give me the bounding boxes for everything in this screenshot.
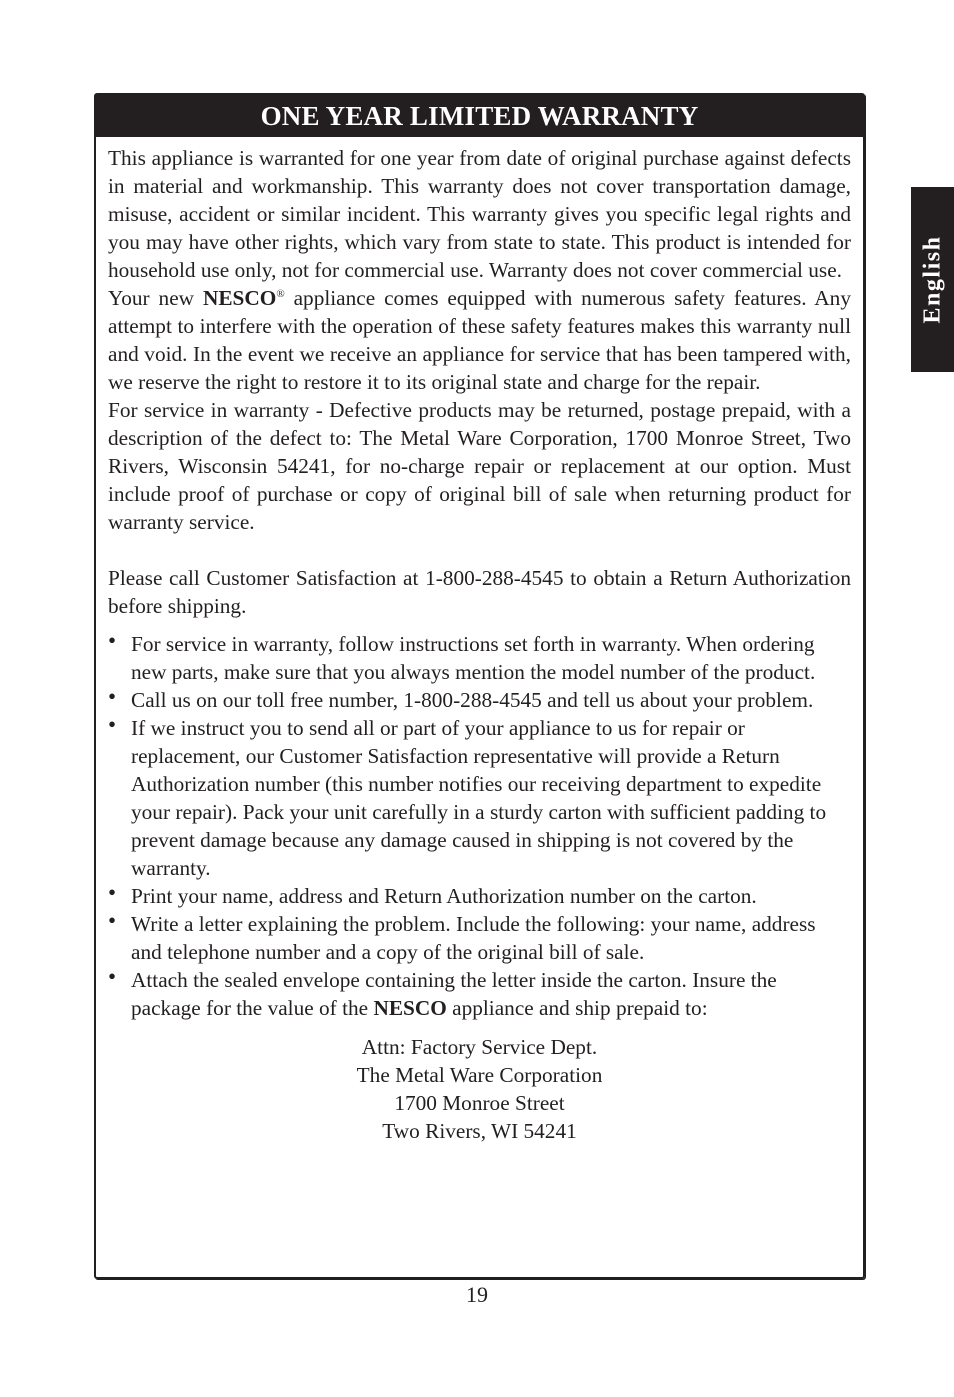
shipping-address xyxy=(108,1033,851,1145)
address-line: Attn: Factory Service Dept. xyxy=(361,1035,598,1059)
language-tab xyxy=(911,187,954,372)
list-item xyxy=(108,966,851,1022)
warranty-content xyxy=(96,137,863,1145)
registered-mark: ® xyxy=(276,288,285,300)
list-item-text: appliance and ship prepaid to: xyxy=(446,996,708,1020)
list-item xyxy=(108,714,851,882)
list-item-text: If we instruct you to send all or part of your appliance to us for repair or replacement, our Customer Satisfaction representative will provide a Return Authorization number (this number notifies our receiving department to expedite your repair). Pack your unit carefully in a sturdy carton with sufficient padding to prevent damage because any damage caused in shipping is not covered by the warranty. xyxy=(131,716,827,880)
address-line: Two Rivers, WI 54241 xyxy=(382,1119,577,1143)
warranty-paragraph-service: For service in warranty - Defective products may be returned, postage prepaid, with a description of the defect to: The Metal Ware Corporation, 1700 Monroe Street, Two Rivers, Wisconsin 54241, for no-charge repair or replacement at our option. Must include proof of purchase or copy of original bill of sale when returning product for warranty service. xyxy=(108,398,851,534)
paragraph-text: appliance comes equipped with numerous safety features. Any attempt to interfere with the operation of these safety features makes this warranty null and void. In the event we receive an appliance for service that has been tampered with, we reserve the right to restore it to its original state and charge for the repair. xyxy=(108,286,851,394)
warranty-paragraph-coverage: This appliance is warranted for one year from date of original purchase against defects in material and workmanship. This warranty does not cover transportation damage, misuse, accident or similar incident. This warranty gives you specific legal rights and you may have other rights, which vary from state to state. This product is intended for household use only, not for commercial use. Warranty does not cover commercial use. xyxy=(108,146,851,282)
list-item-text: Call us on our toll free number, 1-800-288-4545 and tell us about your problem. xyxy=(131,688,814,712)
bullet-icon: • xyxy=(108,684,117,709)
address-line: The Metal Ware Corporation xyxy=(356,1063,603,1087)
list-item-text: Attach the sealed envelope containing the letter inside the carton. Insure the package for the value of the xyxy=(131,968,777,1020)
list-item xyxy=(108,910,851,966)
list-item xyxy=(108,686,851,714)
warranty-title: ONE YEAR LIMITED WARRANTY xyxy=(96,95,863,137)
list-item xyxy=(108,630,851,686)
page-number: 19 xyxy=(466,1282,488,1307)
list-item-text: For service in warranty, follow instructions set forth in warranty. When ordering new parts, make sure that you always mention the model number of the product. xyxy=(131,632,816,684)
list-item-text: Write a letter explaining the problem. Include the following: your name, address and telephone number and a copy of the original bill of sale. xyxy=(131,912,816,964)
bullet-icon: • xyxy=(108,880,117,905)
brand-name: NESCO xyxy=(373,996,447,1020)
address-line: 1700 Monroe Street xyxy=(394,1091,565,1115)
instruction-list xyxy=(108,630,851,1022)
warranty-paragraph-call: Please call Customer Satisfaction at 1-800-288-4545 to obtain a Return Authorization before shipping. xyxy=(108,566,851,618)
bullet-icon: • xyxy=(108,712,117,737)
bullet-icon: • xyxy=(108,964,117,989)
paragraph-text: Your new xyxy=(108,286,203,310)
brand-name: NESCO xyxy=(202,286,277,310)
bullet-icon: • xyxy=(108,628,117,653)
warranty-box xyxy=(94,93,865,1279)
warranty-paragraph-safety xyxy=(108,284,851,396)
language-tab-label: English xyxy=(919,235,946,324)
bullet-icon: • xyxy=(108,908,117,933)
list-item-text: Print your name, address and Return Authorization number on the carton. xyxy=(131,884,757,908)
list-item xyxy=(108,882,851,910)
